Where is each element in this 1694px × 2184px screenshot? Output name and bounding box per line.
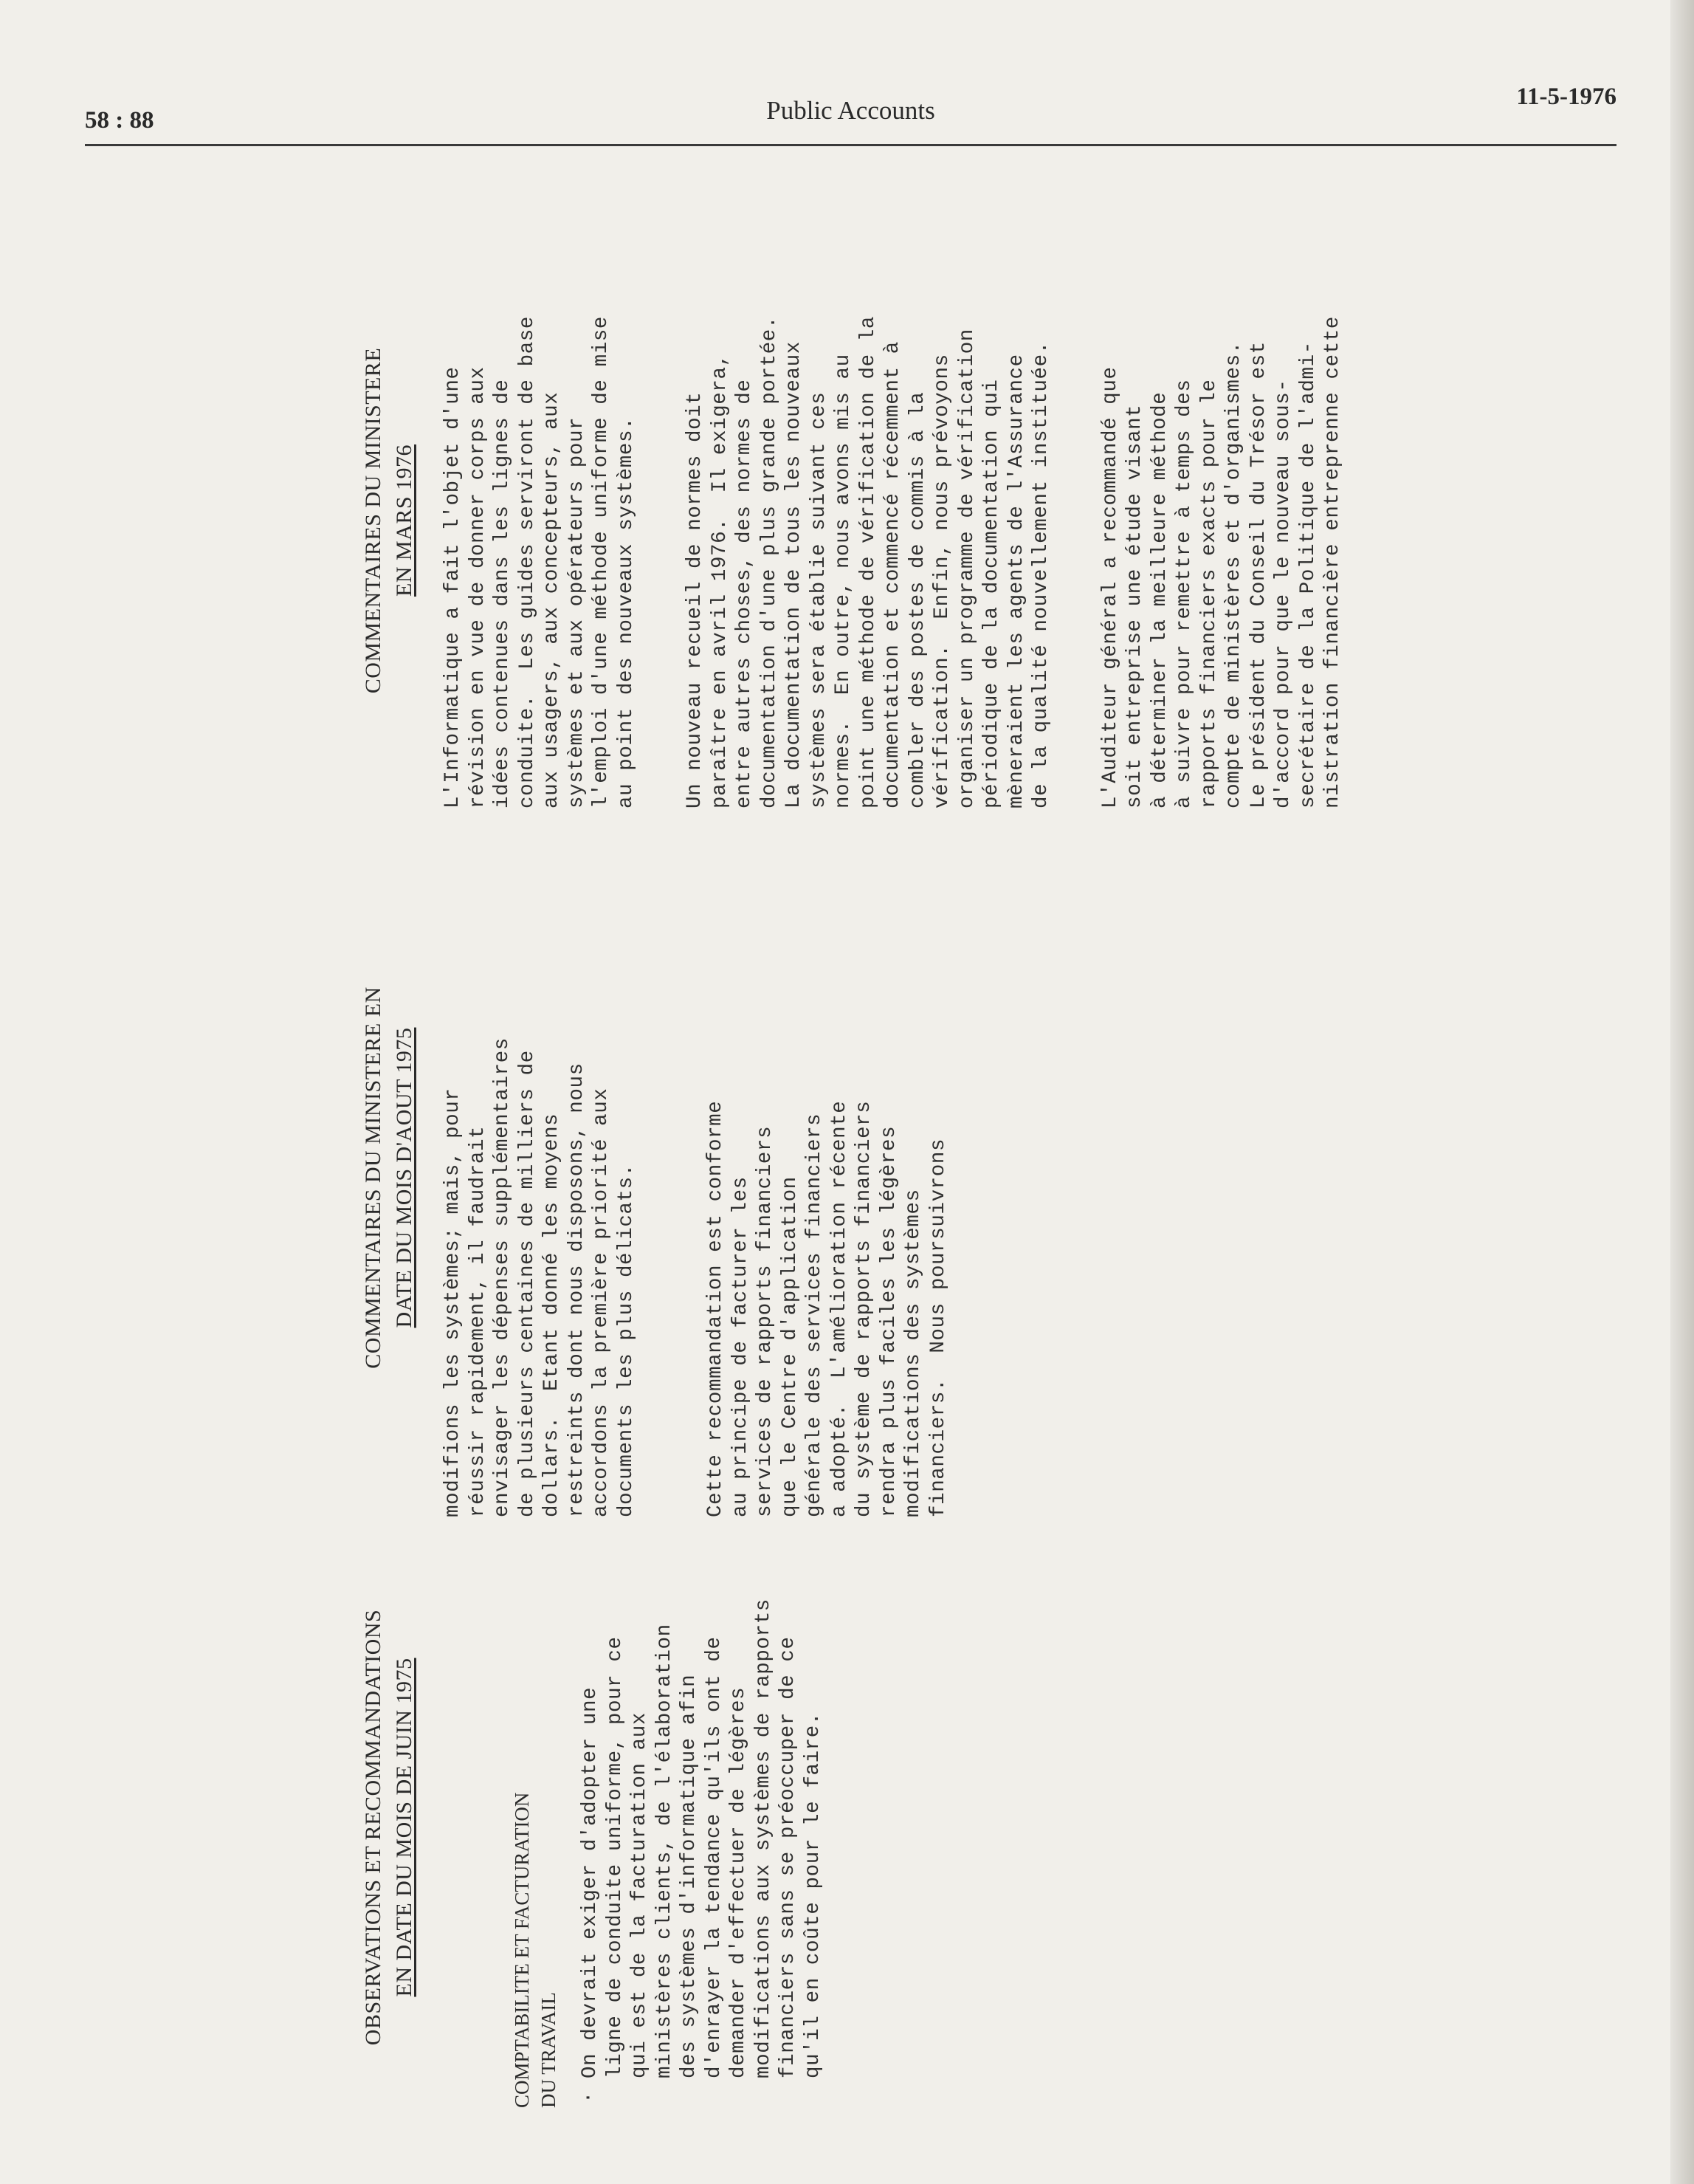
bullet-icon: ·	[578, 2091, 600, 2104]
section-heading: COMPTABILITE ET FACTURATION DU TRAVAIL	[511, 1792, 559, 2108]
header-date: 11-5-1976	[1516, 83, 1616, 110]
paragraph: Un nouveau recueil de normes doit paraître en avril 1976. Il exigera, entre autres choses, des normes de documentation d'une plus grande portée. La documentation de tous les nouveaux systèmes sera établie suivant ces normes. En outre, nous avons mis au point une méthode de vérification de la documentation et commencé récemment à combler des postes de commis à la vérification. Enfin, nous prévoyons organiser un programme de vérification périodique de la documentation qui mèneraient les agents de l'Assurance de la qualité nouvellement instituée.	[684, 315, 1053, 808]
paragraph: L'Auditeur général a recommandé que soit entreprise une étude visant à déterminer la meilleure méthode à suivre pour remettre à temps des rapports financiers exacts pour le compte de ministères et d'organismes. Le président du Conseil du Trésor est d'accord pour que le nouveau sous- secrétaire de la Politique de l'admi- nistration financière entreprenne cette	[1098, 315, 1344, 808]
page-edge	[1670, 0, 1694, 2184]
column-title	[358, 1547, 420, 2108]
column-title	[358, 233, 420, 808]
column-comments-aug-1975	[92, 838, 1624, 1517]
paragraph: L'Informatique a fait l'objet d'une révision en vue de donner corps aux idées contenues dans les lignes de conduite. Les guides serviront de base aux usagers, aux concepteurs, aux systèmes et aux opérateurs pour l'emploi d'une méthode uniforme de mise au point des nouveaux systèmes.	[441, 315, 638, 808]
running-title: Public Accounts	[766, 96, 935, 125]
column-title-line2: EN DATE DU MOIS DE JUIN 1975	[392, 1658, 416, 1997]
column-title-line2: EN MARS 1976	[392, 444, 416, 597]
paragraph: On devrait exiger d'adopter une ligne de conduite uniforme, pour ce qui est de la facturation aux ministères clients, de l'élaboration des systèmes d'informatique afin d'enrayer la tendance qu'ils ont de demander d'effectuer de légères modifications aux systèmes de rapports financiers sans se préoccuper de ce qu'il en coûte pour le faire.	[579, 1598, 824, 2078]
column-title-line1: COMMENTAIRES DU MINISTERE EN	[361, 986, 385, 1369]
column-title	[358, 838, 420, 1517]
paragraph: modifions les systèmes; mais, pour réussir rapidement, il faudrait envisager les dépenses supplémentaires de plusieurs centaines de milliers de dollars. Etant donné les moyens restreints dont nous disposons, nous accordons la première priorité aux documents les plus délicats.	[441, 1037, 638, 1517]
column-observations	[92, 1547, 1624, 2108]
column-comments-mar-1976	[92, 233, 1624, 808]
column-title-line2: DATE DU MOIS D'AOUT 1975	[392, 1027, 416, 1328]
rotated-table	[92, 225, 1624, 2108]
bullet-item	[578, 1547, 825, 2108]
paragraph: Cette recommandation est conforme au principe de facturer les services de rapports financiers que le Centre d'application générale des services financiers a adopté. L'amélioration récente du système de rapports financiers rendra plus faciles les légères modifications des systèmes financiers. Nous poursuivrons	[704, 1100, 950, 1517]
column-title-line1: COMMENTAIRES DU MINISTERE	[361, 347, 385, 694]
page-number: 58 : 88	[85, 107, 154, 134]
column-title-line1: OBSERVATIONS ET RECOMMANDATIONS	[361, 1609, 385, 2046]
page-header	[85, 74, 1616, 146]
